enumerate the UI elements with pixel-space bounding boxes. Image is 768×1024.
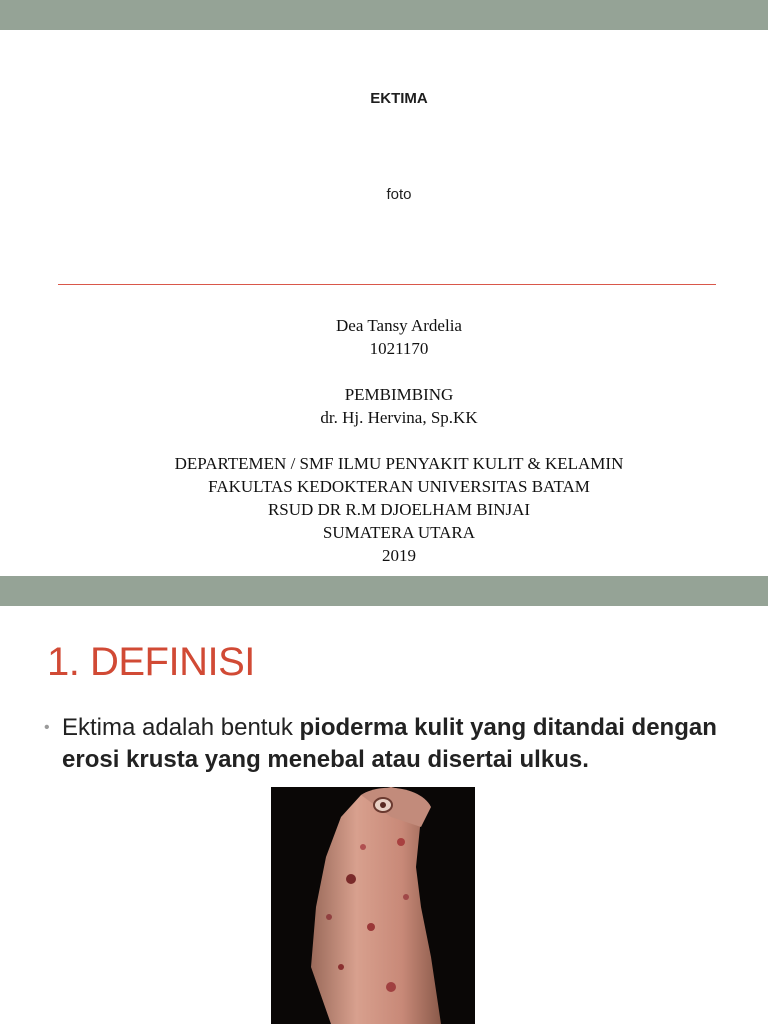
author-info-block xyxy=(0,314,768,567)
bullet-text-bold: pioderma kulit yang ditandai dengan erosi krusta yang menebal atau disertai ulkus. xyxy=(62,714,717,773)
slide-subtitle: foto xyxy=(386,186,412,203)
bullet-text-plain: Ektima adalah bentuk xyxy=(62,714,300,741)
institution-line: FAKULTAS KEDOKTERAN UNIVERSITAS BATAM xyxy=(208,477,590,496)
institution-line: DEPARTEMEN / SMF ILMU PENYAKIT KULIT & KELAMIN xyxy=(174,454,624,473)
skin-lesion-image xyxy=(271,787,475,1024)
bullet-icon: • xyxy=(44,719,50,736)
institution-line: RSUD DR R.M DJOELHAM BINJAI xyxy=(267,500,531,519)
top-band xyxy=(0,0,768,30)
institution-line: SUMATERA UTARA xyxy=(322,523,476,542)
institution-line: 2019 xyxy=(382,546,416,565)
clinical-photo xyxy=(271,787,475,1024)
title-slide xyxy=(0,30,768,576)
slide-title: EKTIMA xyxy=(370,90,428,107)
advisor-name: dr. Hj. Hervina, Sp.KK xyxy=(320,408,478,427)
advisor-heading: PEMBIMBING xyxy=(344,385,454,404)
author-name: Dea Tansy Ardelia xyxy=(336,316,462,335)
slide-separator-band xyxy=(0,576,768,606)
divider-line xyxy=(58,284,716,285)
section-heading: 1. DEFINISI xyxy=(47,640,255,684)
author-id: 1021170 xyxy=(369,339,429,358)
bullet-text xyxy=(62,712,752,776)
definition-slide xyxy=(0,606,768,1024)
